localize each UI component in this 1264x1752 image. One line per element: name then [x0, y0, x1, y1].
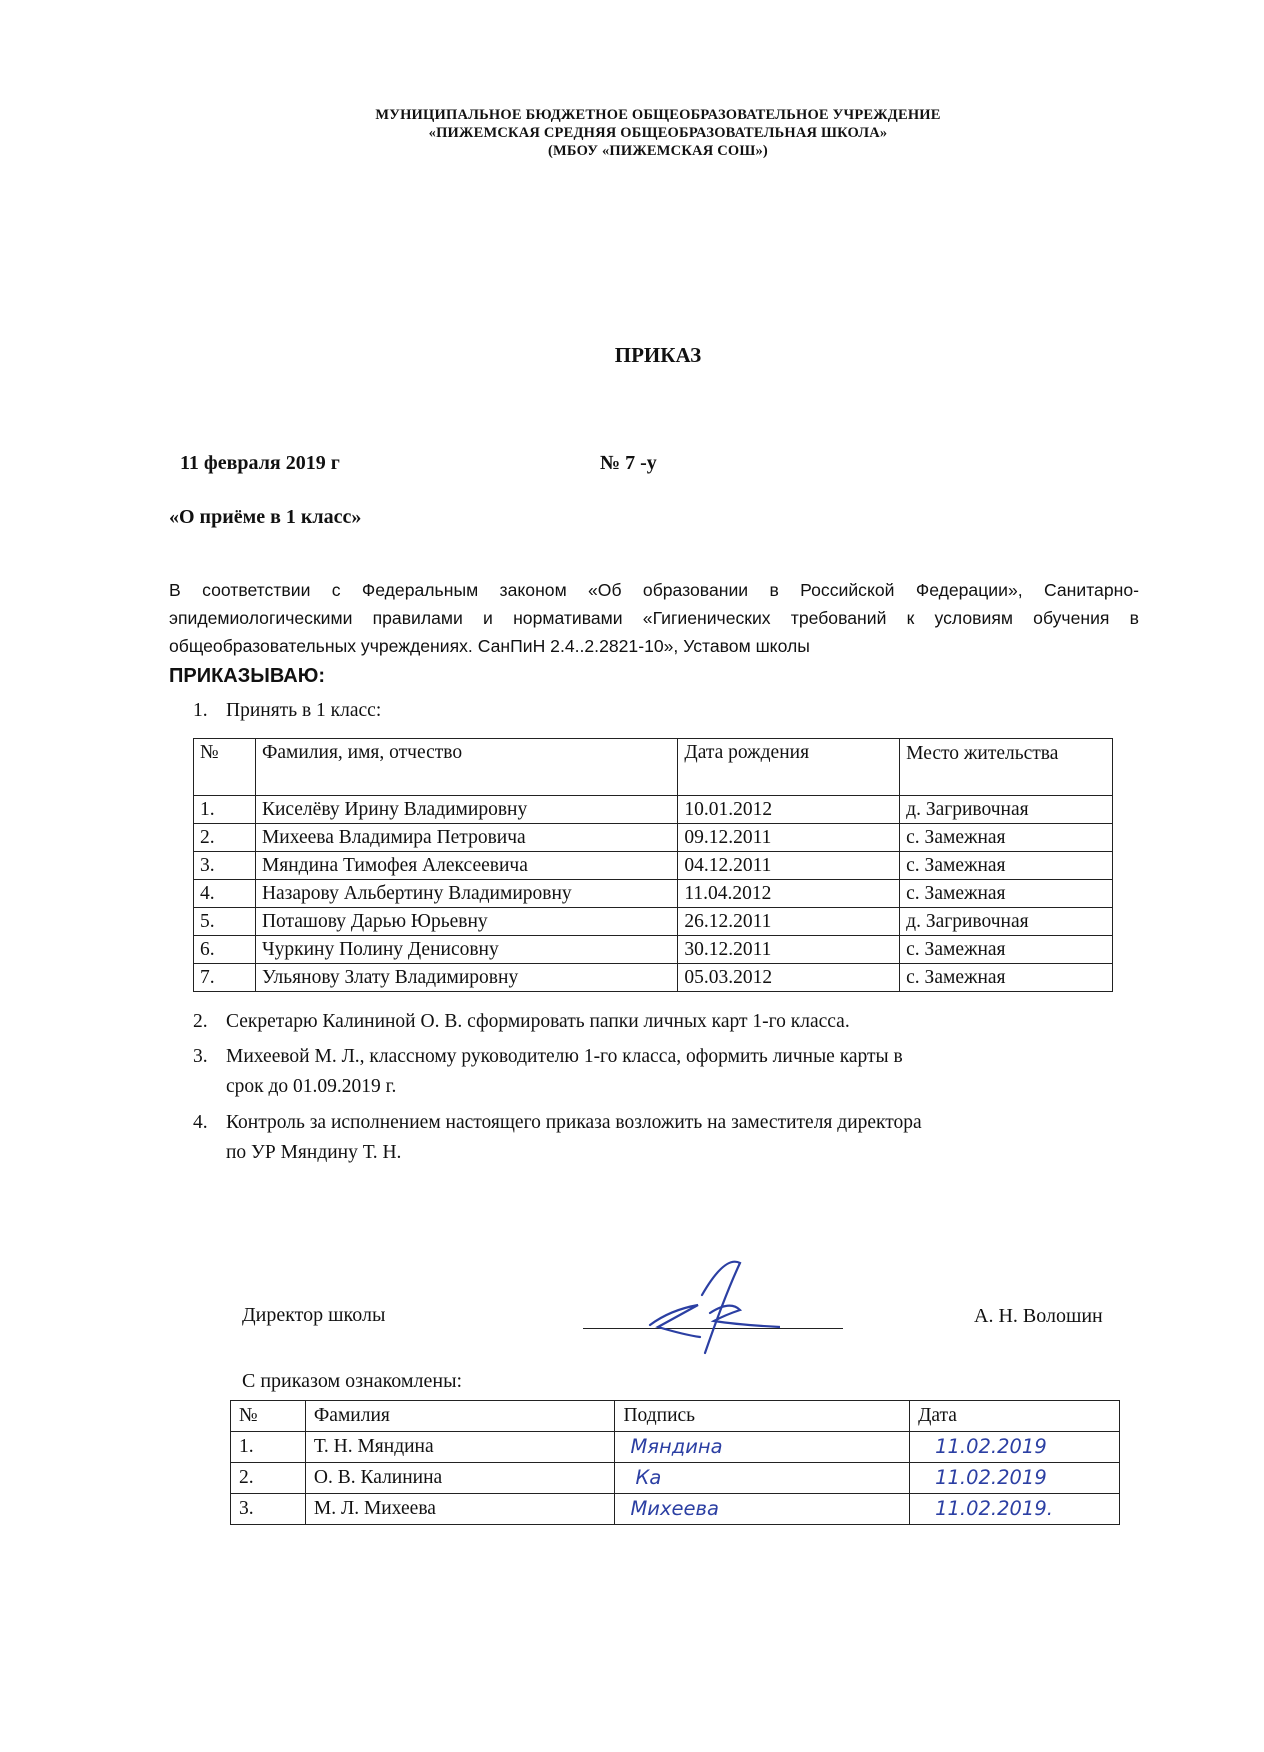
ack-header-signature: Подпись	[615, 1401, 910, 1432]
table-header-row	[194, 739, 1113, 796]
header-line-1: МУНИЦИПАЛЬНОЕ БЮДЖЕТНОЕ ОБЩЕОБРАЗОВАТЕЛЬНОЕ УЧРЕЖДЕНИЕ	[375, 107, 941, 123]
row-name: Назарову Альбертину Владимировну	[255, 880, 677, 908]
item-number: 4.	[193, 1112, 208, 1133]
ack-header-date: Дата	[910, 1401, 1120, 1432]
row-dob: 26.12.2011	[678, 908, 900, 936]
table-row	[194, 824, 1113, 852]
order-date: 11 февраля 2019 г	[180, 452, 340, 474]
order-item-3	[193, 1043, 1143, 1103]
item-text: Секретарю Калининой О. В. сформировать папки личных карт 1-го класса.	[226, 1011, 850, 1032]
order-subject: «О приёме в 1 класс»	[169, 506, 362, 528]
row-place: с. Замежная	[900, 936, 1113, 964]
ack-signature: Михеева	[615, 1494, 910, 1525]
row-num: 7.	[194, 964, 256, 992]
preamble-text: В соответствии с Федеральным законом «Об образовании в Российской Федерации», Санитарно-эпидемиологическими правилами и нормативами «Гигиенических требований к условиям обучения в общеобразовательных учреждениях. СанПиН 2.4..2.2821-10», Уставом школы	[169, 580, 1139, 656]
ack-num: 2.	[231, 1463, 306, 1494]
ack-row	[231, 1494, 1120, 1525]
director-name: А. Н. Волошин	[974, 1305, 1103, 1327]
header-name: Фамилия, имя, отчество	[255, 739, 677, 796]
item-text: Принять в 1 класс:	[226, 700, 382, 721]
organization-header	[0, 106, 1264, 160]
row-name: Киселёву Ирину Владимировну	[255, 796, 677, 824]
row-num: 1.	[194, 796, 256, 824]
item-number: 1.	[193, 700, 208, 721]
ack-num: 1.	[231, 1432, 306, 1463]
row-place: с. Замежная	[900, 852, 1113, 880]
director-title: Директор школы	[242, 1304, 386, 1326]
row-name: Чуркину Полину Денисовну	[255, 936, 677, 964]
acknowledgement-label: С приказом ознакомлены:	[242, 1370, 463, 1392]
ack-date: 11.02.2019	[910, 1432, 1120, 1463]
row-dob: 04.12.2011	[678, 852, 900, 880]
row-place: с. Замежная	[900, 964, 1113, 992]
ack-signature: Ка	[615, 1463, 910, 1494]
ack-header-row	[231, 1401, 1120, 1432]
ack-signature: Мяндина	[615, 1432, 910, 1463]
ack-surname: Т. Н. Мяндина	[305, 1432, 615, 1463]
ack-surname: М. Л. Михеева	[305, 1494, 615, 1525]
item-number: 3.	[193, 1046, 208, 1067]
table-row	[194, 796, 1113, 824]
row-name: Поташову Дарью Юрьевну	[255, 908, 677, 936]
table-row	[194, 936, 1113, 964]
row-name: Мяндина Тимофея Алексеевича	[255, 852, 677, 880]
order-number: № 7 -у	[600, 452, 657, 474]
row-place: д. Загривочная	[900, 796, 1113, 824]
item-text-line-2: срок до 01.09.2019 г.	[226, 1076, 397, 1097]
header-line-3: (МБОУ «ПИЖЕМСКАЯ СОШ»)	[548, 143, 768, 159]
row-num: 2.	[194, 824, 256, 852]
header-dob: Дата рождения	[678, 739, 900, 796]
item-number: 2.	[193, 1011, 208, 1032]
row-num: 4.	[194, 880, 256, 908]
row-dob: 05.03.2012	[678, 964, 900, 992]
order-word: ПРИКАЗЫВАЮ:	[169, 665, 326, 687]
row-place: с. Замежная	[900, 824, 1113, 852]
ack-row	[231, 1432, 1120, 1463]
row-name: Ульянову Злату Владимировну	[255, 964, 677, 992]
row-num: 5.	[194, 908, 256, 936]
ack-header-surname: Фамилия	[305, 1401, 615, 1432]
row-num: 6.	[194, 936, 256, 964]
acknowledgement-table	[230, 1400, 1120, 1525]
header-place: Место жительства	[900, 739, 1113, 796]
table-row	[194, 964, 1113, 992]
row-dob: 09.12.2011	[678, 824, 900, 852]
header-line-2: «ПИЖЕМСКАЯ СРЕДНЯЯ ОБЩЕОБРАЗОВАТЕЛЬНАЯ ШКОЛА»	[428, 125, 888, 141]
table-row	[194, 908, 1113, 936]
header-num: №	[194, 739, 256, 796]
ack-row	[231, 1463, 1120, 1494]
item-text-line-1: Контроль за исполнением настоящего приказа возложить на заместителя директора	[226, 1112, 922, 1133]
table-row	[194, 852, 1113, 880]
ack-surname: О. В. Калинина	[305, 1463, 615, 1494]
ack-header-num: №	[231, 1401, 306, 1432]
row-dob: 11.04.2012	[678, 880, 900, 908]
order-item-4	[193, 1109, 1143, 1169]
ack-num: 3.	[231, 1494, 306, 1525]
item-text-line-2: по УР Мяндину Т. Н.	[226, 1142, 402, 1163]
director-signature	[630, 1255, 780, 1365]
row-place: д. Загривочная	[900, 908, 1113, 936]
row-num: 3.	[194, 852, 256, 880]
table-row	[194, 880, 1113, 908]
ack-date: 11.02.2019	[910, 1463, 1120, 1494]
row-place: с. Замежная	[900, 880, 1113, 908]
row-dob: 30.12.2011	[678, 936, 900, 964]
row-name: Михеева Владимира Петровича	[255, 824, 677, 852]
document-title: ПРИКАЗ	[614, 343, 702, 367]
ack-date: 11.02.2019.	[910, 1494, 1120, 1525]
students-table	[193, 738, 1113, 992]
row-dob: 10.01.2012	[678, 796, 900, 824]
item-text-line-1: Михеевой М. Л., классному руководителю 1-го класса, оформить личные карты в	[226, 1046, 903, 1067]
